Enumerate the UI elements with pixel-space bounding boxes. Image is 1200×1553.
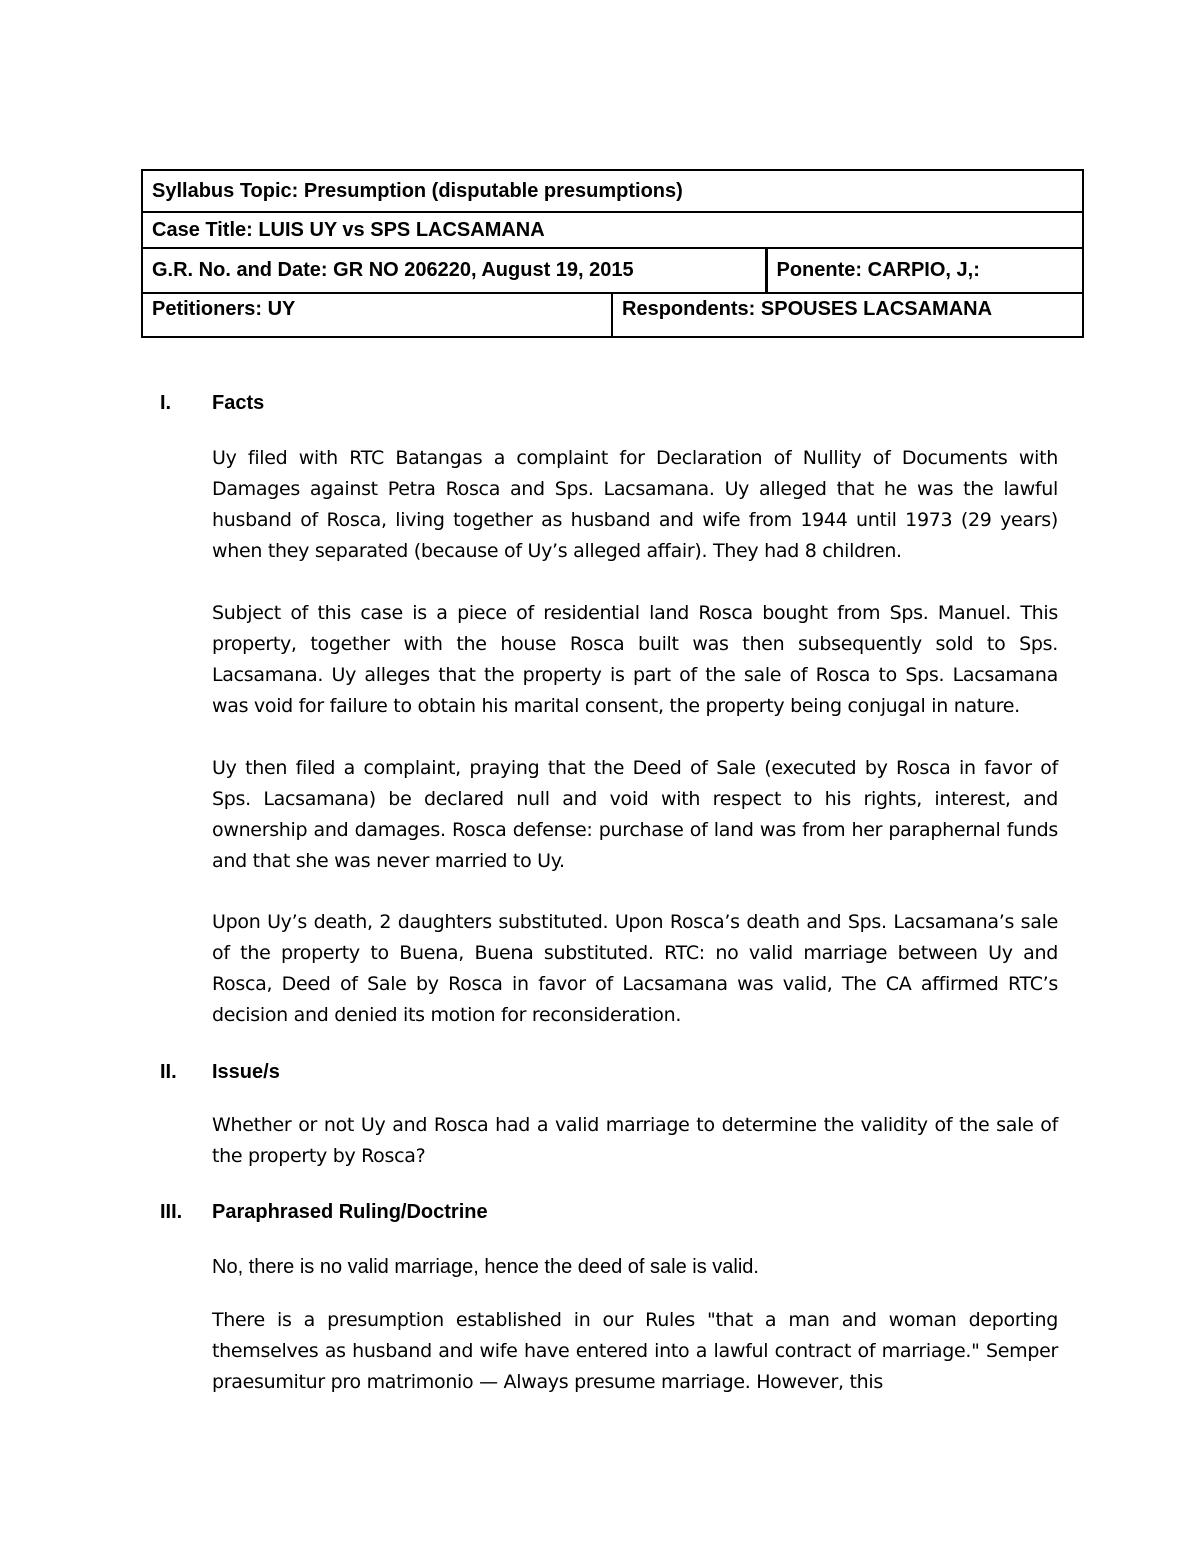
case-title-value: LUIS UY vs SPS LACSAMANA [258,218,545,241]
facts-paragraph-2: Subject of this case is a piece of residential land Rosca bought from Sps. Manuel. This property, together with the house Rosca built was then subsequently sold to Sps. Lacsamana. Uy alleges that the property is part of the sale of Rosca to Sps. Lacsamana was void for failure to obtain his marital consent, the property being conjugal in nature. [212,602,1058,717]
petitioners-value: UY [267,298,296,320]
petitioners-label: Petitioners: [152,298,263,320]
facts-paragraph-4: Upon Uy’s death, 2 daughters substituted. Upon Rosca’s death and Sps. Lacsamana’s sale of the property to Buena, Buena substituted. RTC: no valid marriage between Uy and Rosca, Deed of Sale by Rosca in favor of Lacsamana was valid, The CA affirmed RTC’s decision and denied its motion for reconsideration. [212,911,1058,1026]
respondents-cell [612,293,1083,337]
section-number: III. [160,1201,183,1223]
facts-paragraph-1: Uy filed with RTC Batangas a complaint for Declaration of Nullity of Documents with Damages against Petra Rosca and Sps. Lacsamana. Uy alleged that he was the lawful husband of Rosca, living together as husband and wife from 1944 until 1973 (29 years) when they separated (because of Uy’s alleged affair). They had 8 children. [212,447,1058,562]
respondents-value: SPOUSES LACSAMANA [760,298,993,320]
facts-paragraph-3: Uy then filed a complaint, praying that the Deed of Sale (executed by Rosca in favor of Sps. Lacsamana) be declared null and void with respect to his rights, interest, and ownership and damages. Rosca defense: purchase of land was from her paraphernal funds and that she was never married to Uy. [212,757,1058,872]
case-title-label: Case Title: [152,218,253,241]
ponente-label: Ponente: [776,259,863,281]
petitioners-cell [142,293,612,337]
gr-number-label: G.R. No. and Date: [152,259,328,281]
section-title: Paraphrased Ruling/Doctrine [212,1201,488,1223]
section-number: I. [160,392,172,414]
gr-number-value: GR NO 206220, August 19, 2015 [333,259,634,281]
syllabus-topic-label: Syllabus Topic: [152,179,299,202]
section-title: Facts [212,392,265,414]
syllabus-topic-value: Presumption (disputable presumptions) [303,179,683,202]
issue-paragraph: Whether or not Uy and Rosca had a valid marriage to determine the validity of the sale of the property by Rosca? [212,1114,1058,1167]
ponente-value: CARPIO, J,: [867,259,980,281]
respondents-label: Respondents: [622,298,756,320]
ponente-cell [766,248,1083,293]
ruling-paragraph-2: There is a presumption established in our Rules "that a man and woman deporting themselves as husband and wife have entered into a lawful contract of marriage." Semper praesumitur pro matrimonio — Always presume marriage. However, this [212,1309,1058,1393]
section-number: II. [160,1061,177,1083]
ruling-paragraph-1: No, there is no valid marriage, hence the deed of sale is valid. [212,1256,759,1278]
gr-number-cell [142,248,766,293]
case-header-table [141,169,1084,338]
case-title-cell [142,212,1083,248]
section-title: Issue/s [212,1061,280,1083]
syllabus-topic-cell [142,170,1083,212]
